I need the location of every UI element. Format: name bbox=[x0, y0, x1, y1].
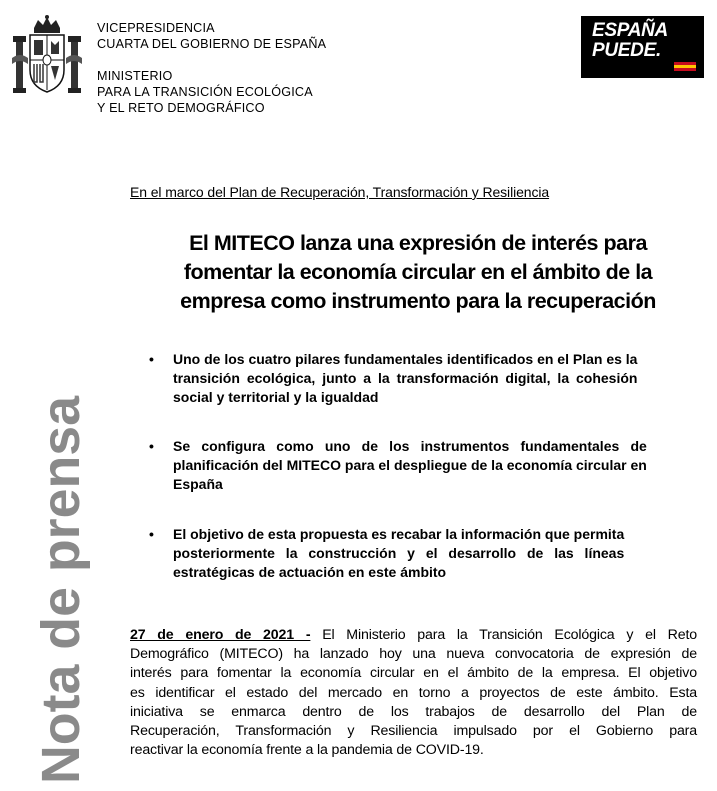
key-point-line: Se configura como uno de los instrumentos fundamentales de bbox=[173, 438, 647, 454]
bullet-marker: • bbox=[149, 438, 154, 454]
body-line: Recuperación, Transformación y Resiliencia impulsado por el Gobierno para bbox=[130, 723, 697, 740]
body-line bbox=[130, 626, 697, 645]
body-line: Demográfico (MITECO) ha lanzado hoy una nueva convocatoria de expresión de bbox=[130, 646, 697, 663]
espana-puede-logo bbox=[581, 16, 704, 78]
key-point-line: España bbox=[173, 476, 223, 492]
key-point bbox=[149, 525, 624, 582]
coat-of-arms-emblem bbox=[10, 14, 84, 102]
key-point-line: estratégicas de actuación en este ámbito bbox=[173, 564, 447, 580]
key-point bbox=[149, 437, 647, 494]
headline bbox=[128, 229, 708, 316]
body-line-text: El Ministerio para la Transición Ecológica y el Reto bbox=[322, 627, 697, 643]
headline-line: empresa como instrumento para la recuperación bbox=[180, 289, 656, 313]
key-point-line: Uno de los cuatro pilares fundamentales identificados en el Plan es la bbox=[173, 351, 638, 367]
key-point-line: transición ecológica, junto a la transformación digital, la cohesión bbox=[173, 370, 638, 386]
key-point-line: posteriormente la construcción y el desarrollo de las líneas bbox=[173, 545, 625, 561]
ministry-line: MINISTERIO bbox=[97, 69, 173, 83]
body-line: iniciativa se enmarca dentro de los trabajos de desarrollo del Plan de bbox=[130, 703, 697, 720]
bullet-marker: • bbox=[149, 526, 154, 542]
press-release-side-label bbox=[31, 393, 91, 786]
org-line: VICEPRESIDENCIA bbox=[97, 21, 215, 35]
logo-line: PUEDE. bbox=[592, 40, 661, 61]
ministry-line: Y EL RETO DEMOGRÁFICO bbox=[97, 101, 265, 115]
framework-line: En el marco del Plan de Recuperación, Transformación y Resiliencia bbox=[130, 184, 550, 200]
body-line: interés para fomentar la economía circular en el ámbito de la empresa. El objetivo bbox=[130, 665, 697, 682]
ministry-line: PARA LA TRANSICIÓN ECOLÓGICA bbox=[97, 85, 313, 99]
key-point-line: El objetivo de esta propuesta es recabar la información que permita bbox=[173, 526, 625, 542]
logo-line: ESPAÑA bbox=[592, 20, 668, 41]
bullet-marker: • bbox=[149, 351, 154, 367]
ministry-header bbox=[97, 20, 326, 116]
body-line: es identificar el estado del mercado en torno a proyectos de este ámbito. Esta bbox=[130, 684, 697, 701]
org-line: CUARTA DEL GOBIERNO DE ESPAÑA bbox=[97, 37, 327, 51]
body-line: reactivar la economía frente a la pandemia de COVID-19. bbox=[130, 742, 484, 759]
headline-line: El MITECO lanza una expresión de interés para bbox=[189, 231, 647, 255]
key-point-line: planificación del MITECO para el despliegue de la economía circular en bbox=[173, 457, 647, 473]
side-label-text: Nota de prensa bbox=[31, 393, 91, 784]
headline-line: fomentar la economía circular en el ámbito de la bbox=[183, 260, 653, 284]
release-date: 27 de enero de 2021 - bbox=[130, 627, 311, 643]
body-paragraph bbox=[130, 626, 697, 760]
key-point bbox=[149, 350, 637, 407]
spanish-flag-icon bbox=[674, 62, 696, 71]
key-point-line: social y territorial y la igualdad bbox=[173, 389, 379, 405]
